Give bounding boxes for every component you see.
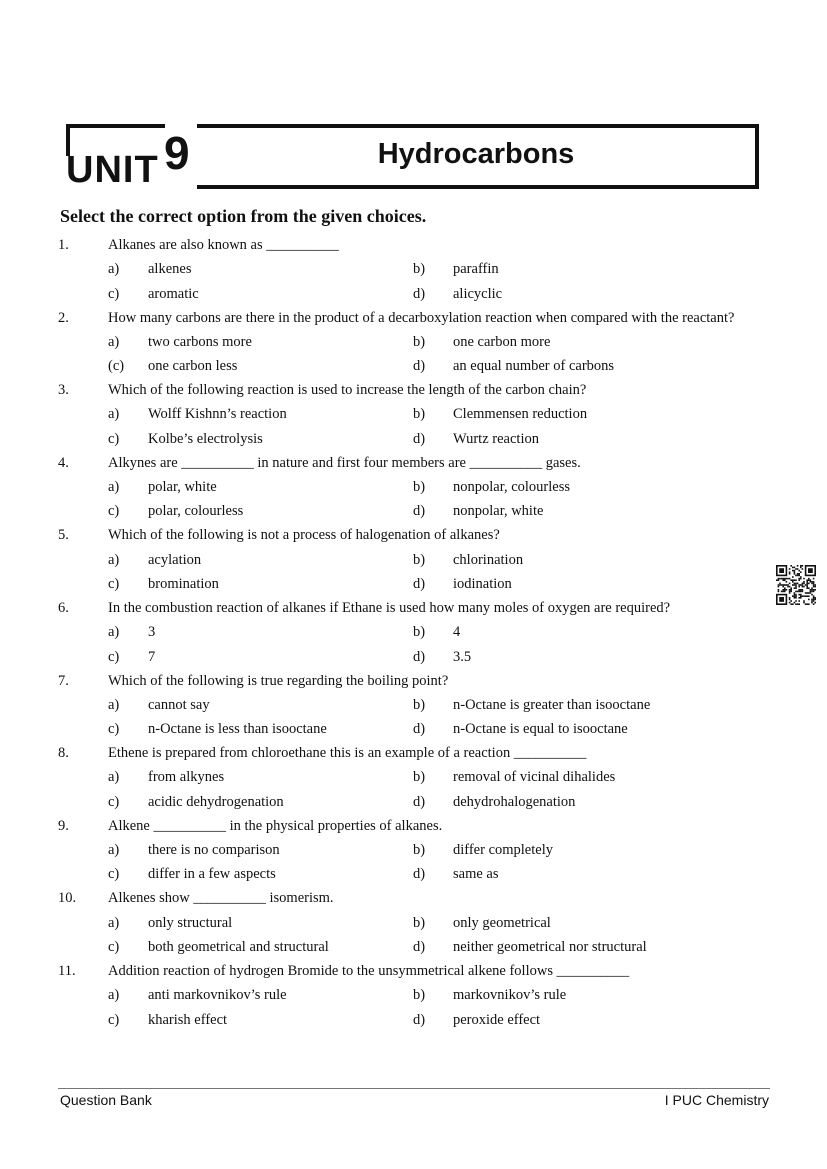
title-box (197, 124, 759, 189)
option-text: both geometrical and structural (148, 938, 329, 955)
option-text: n-Octane is equal to isooctane (453, 721, 628, 738)
option-text: only structural (148, 914, 233, 931)
question-number: 6. (58, 599, 69, 616)
option-text: polar, white (148, 479, 217, 496)
option-text: one carbon less (148, 358, 238, 375)
option-text: Wolff Kishnn’s reaction (148, 406, 287, 423)
option-text: polar, colourless (148, 503, 244, 520)
option-text: nonpolar, white (453, 503, 544, 520)
option-text: same as (453, 866, 499, 883)
option-label: b) (413, 769, 426, 786)
option-text: two carbons more (148, 333, 252, 350)
option-text: n-Octane is greater than isooctane (453, 696, 651, 713)
option-label: b) (413, 479, 426, 496)
option-text: acidic dehydrogenation (148, 793, 284, 810)
option-label: c) (108, 866, 120, 883)
question-number: 9. (58, 817, 69, 834)
option-grid (58, 328, 770, 377)
option-label: c) (108, 575, 120, 592)
question-text: In the combustion reaction of alkanes if Ethane is used how many moles of oxygen are required? (108, 599, 671, 616)
footer-right: I PUC Chemistry (664, 1092, 769, 1108)
unit-number: 9 (164, 127, 190, 179)
option-text: 3.5 (453, 648, 472, 665)
option-label: c) (108, 1011, 120, 1028)
option-text: paraffin (453, 261, 499, 278)
unit-badge (66, 124, 196, 190)
option-text: an equal number of carbons (453, 358, 615, 375)
option-label: a) (108, 551, 120, 568)
option-text: markovnikov’s rule (453, 987, 567, 1004)
question-5 (58, 525, 770, 594)
option-text: neither geometrical nor structural (453, 938, 647, 955)
option-text: nonpolar, colourless (453, 479, 571, 496)
question-text: Which of the following is not a process of halogenation of alkanes? (108, 527, 500, 544)
question-number: 8. (58, 745, 69, 762)
question-number: 7. (58, 672, 69, 689)
option-label: a) (108, 987, 120, 1004)
option-label: d) (413, 358, 426, 375)
option-label: b) (413, 551, 426, 568)
option-text: dehydrohalogenation (453, 793, 576, 810)
option-text: chlorination (453, 551, 524, 568)
option-label: a) (108, 333, 120, 350)
option-grid (58, 981, 770, 1030)
option-text: differ in a few aspects (148, 866, 276, 883)
option-text: only geometrical (453, 914, 551, 931)
option-text: alkenes (148, 261, 192, 278)
option-label: d) (413, 938, 426, 955)
footer-divider (58, 1088, 770, 1089)
option-label: a) (108, 624, 120, 641)
option-text: kharish effect (148, 1011, 228, 1028)
qr-code-icon (776, 565, 816, 605)
option-label: b) (413, 914, 426, 931)
option-label: d) (413, 503, 426, 520)
option-label: a) (108, 479, 120, 496)
option-label: c) (108, 503, 120, 520)
option-label: d) (413, 1011, 426, 1028)
question-text: How many carbons are there in the product of a decarboxylation reaction when compared with the reactant? (108, 309, 735, 326)
option-label: d) (413, 285, 426, 302)
question-text: Alkene __________ in the physical properties of alkanes. (108, 817, 443, 834)
question-text: Alkanes are also known as __________ (108, 237, 339, 253)
option-text: from alkynes (148, 769, 225, 786)
option-grid (58, 255, 770, 304)
question-number: 3. (58, 382, 69, 399)
option-text: Clemmensen reduction (453, 406, 588, 423)
question-text: Ethene is prepared from chloroethane this is an example of a reaction __________ (108, 745, 587, 762)
option-label: d) (413, 866, 426, 883)
question-10 (58, 888, 770, 957)
option-label: a) (108, 914, 120, 931)
option-text: cannot say (148, 696, 210, 713)
option-text: differ completely (453, 842, 553, 859)
question-number: 1. (58, 237, 69, 253)
option-text: 3 (148, 624, 156, 641)
question-text: Alkynes are __________ in nature and first four members are __________ gases. (108, 454, 581, 471)
question-6 (58, 598, 770, 667)
option-label: c) (108, 285, 120, 302)
option-label: b) (413, 696, 426, 713)
option-text: iodination (453, 575, 512, 592)
option-text: 7 (148, 648, 156, 665)
option-label: b) (413, 261, 426, 278)
question-2 (58, 308, 770, 377)
option-text: one carbon more (453, 333, 551, 350)
instruction: Select the correct option from the given choices. (60, 206, 427, 226)
question-text: Alkenes show __________ isomerism. (108, 890, 334, 907)
option-text: aromatic (148, 285, 199, 302)
question-number: 10. (58, 890, 77, 907)
option-label: d) (413, 648, 426, 665)
option-text: there is no comparison (148, 842, 280, 859)
option-text: bromination (148, 575, 219, 592)
option-text: 4 (453, 624, 461, 641)
page-title: Hydrocarbons (377, 138, 575, 170)
question-4 (58, 453, 770, 522)
option-label: c) (108, 938, 120, 955)
option-text: acylation (148, 551, 202, 568)
option-text: n-Octane is less than isooctane (148, 721, 327, 738)
option-label: c) (108, 430, 120, 447)
option-grid (58, 908, 770, 957)
option-label: d) (413, 793, 426, 810)
question-text: Which of the following reaction is used to increase the length of the carbon chain? (108, 382, 587, 399)
option-label: b) (413, 842, 426, 859)
option-label: d) (413, 575, 426, 592)
option-text: peroxide effect (453, 1011, 541, 1028)
question-11 (58, 961, 770, 1030)
option-label: (c) (108, 358, 125, 375)
unit-label: UNIT (66, 149, 159, 191)
question-7 (58, 671, 770, 740)
option-label: c) (108, 648, 120, 665)
option-text: Wurtz reaction (453, 430, 539, 447)
question-number: 5. (58, 527, 69, 544)
footer-left: Question Bank (60, 1092, 152, 1108)
option-grid (58, 691, 770, 740)
question-number: 4. (58, 454, 69, 471)
option-text: removal of vicinal dihalides (453, 769, 616, 786)
question-number: 11. (58, 962, 76, 979)
option-label: a) (108, 406, 120, 423)
question-text: Addition reaction of hydrogen Bromide to the unsymmetrical alkene follows __________ (108, 962, 630, 979)
option-grid (58, 400, 770, 449)
question-text: Which of the following is true regarding the boiling point? (108, 672, 449, 689)
option-label: b) (413, 333, 426, 350)
question-9 (58, 816, 770, 885)
question-number: 2. (58, 309, 69, 326)
option-grid (58, 763, 770, 812)
question-3 (58, 380, 770, 449)
option-text: alicyclic (453, 285, 503, 302)
option-label: a) (108, 769, 120, 786)
option-label: b) (413, 987, 426, 1004)
option-label: a) (108, 842, 120, 859)
option-label: a) (108, 261, 120, 278)
option-label: b) (413, 406, 426, 423)
question-8 (58, 743, 770, 812)
option-text: Kolbe’s electrolysis (148, 430, 263, 447)
option-grid (58, 836, 770, 885)
question-1 (58, 235, 770, 304)
option-label: b) (413, 624, 426, 641)
option-label: d) (413, 430, 426, 447)
option-label: d) (413, 721, 426, 738)
option-label: c) (108, 793, 120, 810)
option-grid (58, 473, 770, 522)
option-label: c) (108, 721, 120, 738)
option-grid (58, 545, 770, 594)
question-list (58, 235, 770, 1034)
option-text: anti markovnikov’s rule (148, 987, 287, 1004)
option-grid (58, 618, 770, 667)
option-label: a) (108, 696, 120, 713)
